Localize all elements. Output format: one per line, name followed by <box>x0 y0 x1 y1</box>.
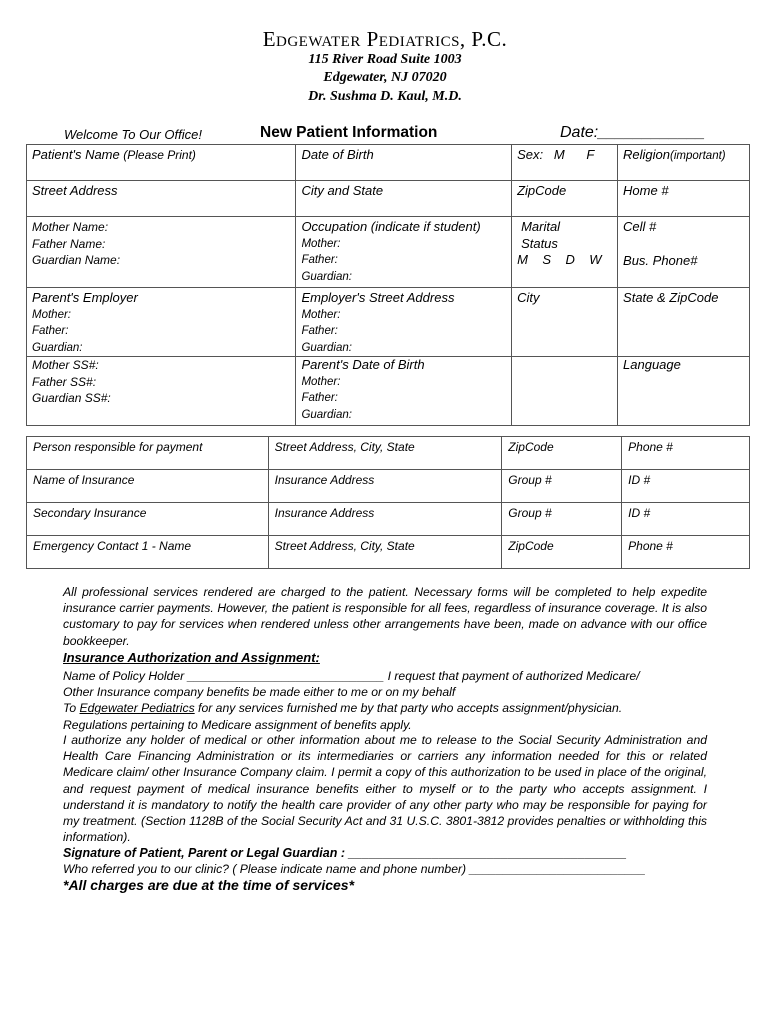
emergency-phone-cell[interactable]: Phone # <box>622 536 750 569</box>
religion-cell[interactable] <box>618 145 750 181</box>
doctor-name: Dr. Sushma D. Kaul, M.D. <box>308 89 462 104</box>
form-title: New Patient Information <box>260 124 438 141</box>
mother-label: Mother: <box>301 308 341 321</box>
father-name-label: Father Name: <box>32 236 106 251</box>
parent-dob-section <box>296 356 511 423</box>
payment-address-cell[interactable]: Street Address, City, State <box>268 437 502 470</box>
father-label: Father: <box>301 392 338 404</box>
home-phone-label: Home # <box>623 183 669 198</box>
guardian-label: Guardian: <box>32 341 83 354</box>
status-label: Status <box>521 235 558 251</box>
ss-section <box>27 356 295 407</box>
secondary-insurance-cell[interactable]: Secondary Insurance <box>27 503 269 536</box>
phones-cell[interactable] <box>618 217 750 288</box>
policy-holder-block <box>63 668 707 733</box>
sex-label: Sex: M F <box>517 147 595 162</box>
table-row <box>27 288 750 426</box>
emergency-zip-cell[interactable]: ZipCode <box>502 536 622 569</box>
practice-name: Edgewater Pediatrics, P.C. <box>262 27 508 51</box>
table-row <box>27 217 750 288</box>
to-prefix: To <box>63 701 80 716</box>
guardian-name-label: Guardian Name: <box>32 253 121 267</box>
mother-name-label: Mother Name: <box>32 220 109 234</box>
guardian-label: Guardian: <box>301 341 352 354</box>
patient-name-cell[interactable] <box>27 145 296 181</box>
charges-notice: *All charges are due at the time of services* <box>63 877 355 893</box>
table-row <box>27 503 750 536</box>
assignment-line <box>63 700 707 716</box>
insurance-id-cell[interactable]: ID # <box>622 470 750 503</box>
empty-cell <box>512 356 617 407</box>
employer-address-cell[interactable] <box>296 288 512 426</box>
authorization-paragraph: I authorize any holder of medical or other information about me to release to the Social Security Administration and Health Care Financing Administration or its intermediaries or carriers any information needed for this or related Medicare claim/ other Insurance Company claim. I permit a copy of this authorization to be used in place of the original, and request payment of medical insurance benefits either to myself or to the party who accepts assignment. I understand it is mandatory to notify the health care provider of any other party who may be responsible for paying for my treatment. (Section 1128B of the Social Security Act and 31 U.S.C. 3801-3812 provides penalties or withholding this information). <box>63 733 707 845</box>
policy-holder-line[interactable]: Name of Policy Holder _____________________________ I request that payment of authorized Medicare/ <box>63 669 640 683</box>
dob-label: Date of Birth <box>301 147 374 162</box>
regulations-line: Regulations pertaining to Medicare assignment of benefits apply. <box>63 717 412 732</box>
secondary-address-cell[interactable]: Insurance Address <box>268 503 502 536</box>
street-cell[interactable] <box>27 181 296 217</box>
parent-dob-label: Parent's Date of Birth <box>301 357 425 372</box>
payment-table <box>26 436 750 569</box>
home-phone-cell[interactable] <box>618 181 750 217</box>
mother-label: Mother: <box>32 308 71 321</box>
patient-name-label: Patient's Name <box>32 147 120 162</box>
insurance-group-cell[interactable]: Group # <box>502 470 622 503</box>
street-label: Street Address <box>32 183 118 198</box>
sex-cell[interactable] <box>512 145 618 181</box>
father-label: Father: <box>32 325 69 337</box>
cell-phone-label: Cell # <box>623 219 657 234</box>
father-ss-label: Father SS#: <box>32 374 97 389</box>
occupation-cell[interactable] <box>296 217 512 288</box>
insurance-address-cell[interactable]: Insurance Address <box>268 470 502 503</box>
practice-link: Edgewater Pediatrics <box>79 701 195 716</box>
payment-zip-cell[interactable]: ZipCode <box>502 437 622 470</box>
state-zip-label: State & ZipCode <box>623 290 719 305</box>
zip-label: ZipCode <box>517 183 567 198</box>
language-section <box>618 356 749 374</box>
referral-line[interactable]: Who referred you to our clinic? ( Please indicate name and phone number) __________________________ <box>63 862 646 876</box>
zip-cell[interactable] <box>512 181 618 217</box>
marital-status-cell[interactable] <box>512 217 618 288</box>
marital-options: M S D W <box>517 252 602 267</box>
guardian-label: Guardian: <box>301 408 352 421</box>
address-line-1: 115 River Road Suite 1003 <box>308 52 462 67</box>
mother-label: Mother: <box>301 237 341 250</box>
bus-phone-label: Bus. Phone# <box>623 252 698 268</box>
secondary-id-cell[interactable]: ID # <box>622 503 750 536</box>
parent-names-cell[interactable] <box>27 217 296 288</box>
state-zip-cell[interactable] <box>618 288 750 426</box>
marital-label: Marital <box>521 219 561 234</box>
welcome-text: Welcome To Our Office! <box>64 127 202 142</box>
to-suffix: for any services furnished me by that party who accepts assignment/physician. <box>194 701 623 716</box>
insurance-authorization-heading: Insurance Authorization and Assignment: <box>63 650 320 665</box>
table-row <box>27 470 750 503</box>
city-label: City <box>517 290 540 305</box>
employer-cell[interactable] <box>27 288 296 426</box>
employer-city-cell[interactable] <box>512 288 618 426</box>
table-row <box>27 536 750 569</box>
emergency-name-cell[interactable]: Emergency Contact 1 - Name <box>27 536 269 569</box>
patient-info-table <box>26 144 750 426</box>
guardian-label: Guardian: <box>301 270 352 283</box>
secondary-group-cell[interactable]: Group # <box>502 503 622 536</box>
signature-line[interactable]: Signature of Patient, Parent or Legal Guardian : ________________________________________ <box>63 846 627 860</box>
mother-ss-label: Mother SS#: <box>32 358 99 372</box>
city-state-label: City and State <box>301 183 384 198</box>
language-label: Language <box>623 356 681 372</box>
address-line-2: Edgewater, NJ 07020 <box>323 70 447 85</box>
payment-phone-cell[interactable]: Phone # <box>622 437 750 470</box>
father-label: Father: <box>301 254 338 266</box>
mother-label: Mother: <box>301 375 341 388</box>
payment-responsible-cell[interactable]: Person responsible for payment <box>27 437 269 470</box>
occupation-label: Occupation (indicate if student) <box>301 219 481 234</box>
patient-name-hint: (Please Print) <box>123 148 196 162</box>
employer-label: Parent's Employer <box>32 290 138 305</box>
payment-policy-paragraph: All professional services rendered are charged to the patient. Necessary forms will be completed to help expedite insurance carrier payments. However, the patient is responsible for all fees, regardless of insurance coverage. It is also customary to pay for services when rendered unless other arrangements have been, made on advance with our office bookkeeper. <box>63 585 707 648</box>
city-state-cell[interactable] <box>296 181 512 217</box>
father-label: Father: <box>301 325 338 337</box>
guardian-ss-label: Guardian SS#: <box>32 391 111 405</box>
insurance-name-cell[interactable]: Name of Insurance <box>27 470 269 503</box>
emergency-address-cell[interactable]: Street Address, City, State <box>268 536 502 569</box>
religion-label: Religion <box>623 147 671 162</box>
table-row <box>27 181 750 217</box>
employer-address-label: Employer's Street Address <box>301 290 455 305</box>
dob-cell[interactable] <box>296 145 512 181</box>
other-insurance-line: Other Insurance company benefits be made either to me or on my behalf <box>63 685 456 700</box>
religion-hint: (important) <box>670 150 726 162</box>
date-field[interactable]: Date:____________ <box>560 124 706 141</box>
table-row <box>27 145 750 181</box>
table-row <box>27 437 750 470</box>
